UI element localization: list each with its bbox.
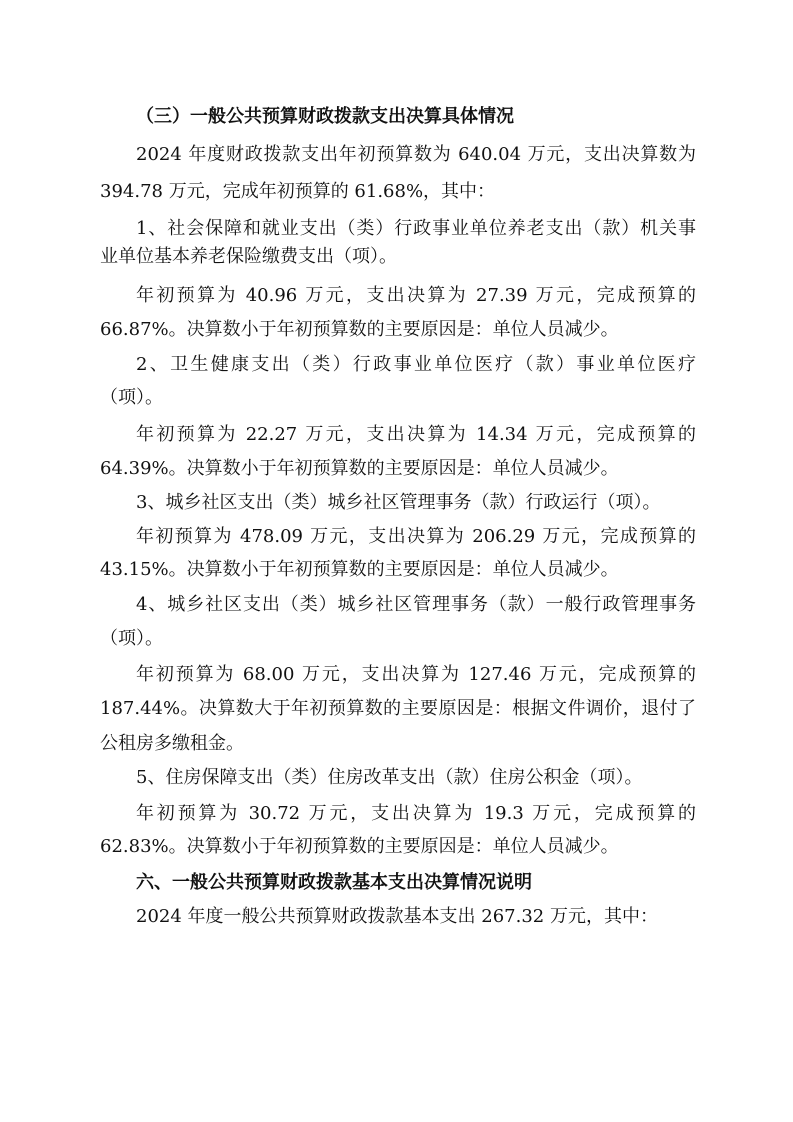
section-heading-6: 六、一般公共预算财政拨款基本支出决算情况说明 (136, 872, 532, 893)
summary-line-1: 2024 年度财政拨款支出年初预算数为 640.04 万元，支出决算数为 (136, 144, 696, 165)
item-2-title-line-1: 2、卫生健康支出（类）行政事业单位医疗（款）事业单位医疗 (136, 354, 696, 375)
item-3-detail-line-1: 年初预算为 478.09 万元，支出决算为 206.29 万元，完成预算的 (136, 526, 696, 547)
summary-line-2: 394.78 万元，完成年初预算的 61.68%，其中： (100, 181, 496, 202)
item-4-detail-line-2: 187.44%。决算数大于年初预算数的主要原因是：根据文件调价，退付了 (100, 698, 696, 719)
basic-expense-line: 2024 年度一般公共预算财政拨款基本支出 267.32 万元，其中： (136, 906, 658, 927)
item-1-title-line-1: 1、社会保障和就业支出（类）行政事业单位养老支出（款）机关事 (136, 218, 696, 239)
item-1-detail-line-1: 年初预算为 40.96 万元，支出决算为 27.39 万元，完成预算的 (136, 285, 696, 306)
item-5-title-line-1: 5、住房保障支出（类）住房改革支出（款）住房公积金（项）。 (136, 767, 643, 788)
item-3-detail-line-2: 43.15%。决算数小于年初预算数的主要原因是：单位人员减少。 (100, 559, 619, 580)
item-2-detail-line-1: 年初预算为 22.27 万元，支出决算为 14.34 万元，完成预算的 (136, 424, 696, 445)
item-3-title-line-1: 3、城乡社区支出（类）城乡社区管理事务（款）行政运行（项）。 (136, 492, 661, 513)
item-5-detail-line-1: 年初预算为 30.72 万元，支出决算为 19.3 万元，完成预算的 (136, 803, 696, 824)
item-4-title-line-1: 4、城乡社区支出（类）城乡社区管理事务（款）一般行政管理事务 (136, 594, 696, 615)
item-2-title-line-2: （项）。 (100, 387, 163, 408)
item-4-detail-line-1: 年初预算为 68.00 万元，支出决算为 127.46 万元，完成预算的 (136, 664, 696, 685)
item-5-detail-line-2: 62.83%。决算数小于年初预算数的主要原因是：单位人员减少。 (100, 836, 619, 857)
item-4-detail-line-3: 公租房多缴租金。 (100, 733, 244, 754)
item-4-title-line-2: （项）。 (100, 628, 163, 649)
section-heading-3: （三）一般公共预算财政拨款支出决算具体情况 (136, 106, 514, 127)
item-2-detail-line-2: 64.39%。决算数小于年初预算数的主要原因是：单位人员减少。 (100, 458, 619, 479)
item-1-detail-line-2: 66.87%。决算数小于年初预算数的主要原因是：单位人员减少。 (100, 319, 619, 340)
item-1-title-line-2: 业单位基本养老保险缴费支出（项）。 (100, 246, 397, 267)
